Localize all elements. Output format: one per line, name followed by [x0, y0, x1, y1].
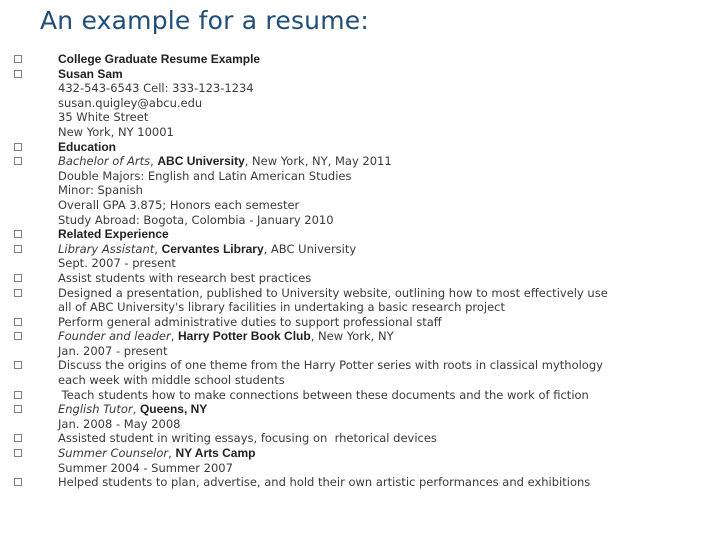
list-item-tutor-job: [14, 402, 704, 431]
square-bullet-icon: [14, 245, 22, 253]
list-item-tutor-duty: [14, 431, 704, 446]
club-duty-text: Teach students how to make connections between these documents and the work of fiction: [58, 387, 589, 402]
list-item-library-duty: [14, 286, 704, 315]
degree-minor: Minor: Spanish: [58, 183, 143, 198]
club-job-dates: Jan. 2007 - present: [58, 343, 168, 358]
list-item-name-contact: [14, 67, 704, 140]
degree-separator: ,: [150, 154, 158, 169]
list-item-club-duty: [14, 388, 704, 403]
camp-job-separator: ,: [168, 446, 176, 461]
library-job-org: , ABC University: [263, 241, 357, 256]
library-duty-text: Assist students with research best practices: [58, 270, 312, 285]
list-item-education-heading: [14, 140, 704, 155]
tutor-duty-text: Assisted student in writing essays, focusing on rhetorical devices: [58, 431, 437, 446]
list-item-club-duty: [14, 358, 704, 387]
square-bullet-icon: [14, 434, 22, 442]
camp-job-place: NY Arts Camp: [175, 446, 256, 461]
slide-body: [14, 52, 704, 490]
club-job-separator: ,: [170, 329, 179, 344]
library-job-line: [58, 242, 704, 257]
library-duty-text: Designed a presentation, published to University website, outlining how to most effectively use: [58, 285, 608, 300]
library-job-separator: ,: [154, 241, 162, 256]
list-item-experience-heading: [14, 227, 704, 242]
square-bullet-icon: [14, 405, 22, 413]
camp-duty-text: Helped students to plan, advertise, and hold their own artistic performances and exhibitions: [58, 475, 591, 490]
slide-title: An example for a resume:: [40, 6, 369, 35]
library-job-place: Cervantes Library: [161, 241, 264, 256]
list-item-resume-heading: [14, 52, 704, 67]
camp-job-title: Summer Counselor: [58, 446, 169, 461]
square-bullet-icon: [14, 478, 22, 486]
contact-street: 35 White Street: [58, 110, 149, 125]
club-job-title: Founder and leader: [58, 329, 171, 344]
club-job-place: Harry Potter Book Club: [178, 329, 311, 344]
degree-line: [58, 154, 704, 169]
list-item-library-job: [14, 242, 704, 271]
square-bullet-icon: [14, 332, 22, 340]
square-bullet-icon: [14, 143, 22, 151]
tutor-job-line: [58, 402, 704, 417]
list-item-degree: [14, 154, 704, 227]
camp-job-dates: Summer 2004 - Summer 2007: [58, 460, 233, 475]
contact-city: New York, NY 10001: [58, 124, 174, 139]
camp-job-line: [58, 446, 704, 461]
candidate-name: Susan Sam: [58, 66, 123, 81]
library-job-title: Library Assistant: [58, 241, 155, 256]
list-item-club-job: [14, 329, 704, 358]
list-item-camp-duty: [14, 475, 704, 490]
degree-gpa: Overall GPA 3.875; Honors each semester: [58, 197, 300, 212]
square-bullet-icon: [14, 361, 22, 369]
club-duty-text: Discuss the origins of one theme from the Harry Potter series with roots in classical mythology: [58, 358, 603, 373]
library-duty-text: Perform general administrative duties to support professional staff: [58, 314, 442, 329]
library-job-dates: Sept. 2007 - present: [58, 256, 176, 271]
experience-heading: Related Experience: [58, 227, 169, 242]
degree-school: ABC University: [157, 154, 245, 169]
square-bullet-icon: [14, 70, 22, 78]
square-bullet-icon: [14, 289, 22, 297]
club-duty-text-continued: each week with middle school students: [58, 373, 285, 388]
tutor-job-separator: ,: [132, 402, 140, 417]
square-bullet-icon: [14, 274, 22, 282]
degree-majors: Double Majors: English and Latin American Studies: [58, 168, 352, 183]
resume-heading: College Graduate Resume Example: [58, 52, 261, 66]
bullet-list: [14, 52, 704, 490]
degree-study-abroad: Study Abroad: Bogota, Colombia - January 2010: [58, 212, 334, 227]
list-item-camp-job: [14, 446, 704, 475]
education-heading: Education: [58, 139, 117, 154]
tutor-job-title: English Tutor: [58, 402, 133, 417]
square-bullet-icon: [14, 318, 22, 326]
library-duty-text-continued: all of ABC University's library facilities in undertaking a basic research project: [58, 300, 505, 315]
list-item-library-duty: [14, 271, 704, 286]
contact-email: susan.quigley@abcu.edu: [58, 95, 203, 110]
contact-phone: 432-543-6543 Cell: 333-123-1234: [58, 81, 254, 96]
square-bullet-icon: [14, 157, 22, 165]
degree-title: Bachelor of Arts: [58, 154, 151, 169]
list-item-library-duty: [14, 315, 704, 330]
square-bullet-icon: [14, 55, 22, 63]
tutor-job-place: Queens, NY: [139, 402, 208, 417]
club-job-org: , New York, NY: [310, 329, 394, 344]
square-bullet-icon: [14, 449, 22, 457]
square-bullet-icon: [14, 391, 22, 399]
degree-location: , New York, NY, May 2011: [244, 154, 392, 169]
tutor-job-dates: Jan. 2008 - May 2008: [58, 416, 181, 431]
square-bullet-icon: [14, 230, 22, 238]
club-job-line: [58, 329, 704, 344]
